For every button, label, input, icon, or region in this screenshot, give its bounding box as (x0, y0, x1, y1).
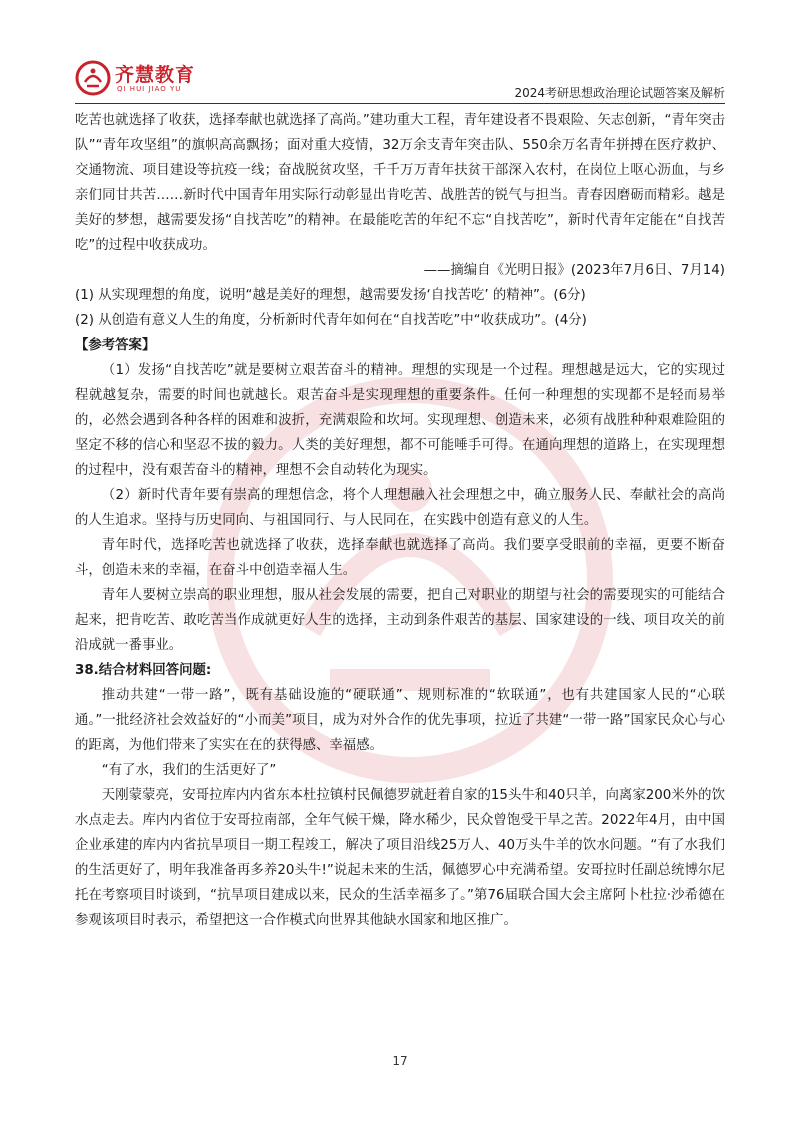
brand-name-pinyin: QI HUI JIAO YU (117, 85, 182, 93)
question-38-subtitle: “有了水，我们的生活更好了” (101, 763, 277, 778)
question-38-heading: 38.结合材料回答问题: (75, 663, 212, 678)
question-2: (2) 从创造有意义人生的角度，分析新时代青年如何在“自找苦吃”中“收获成功”。(4分) (75, 313, 587, 328)
answer-paragraph-4: 青年人要树立崇高的职业理想，服从社会发展的需要，把自己对职业的期望与社会的需要现实的可能结合起来，把肯吃苦、敢吃苦当作成就更好人生的选择，主动到条件艰苦的基层、国家建设的一线、项目攻关的前沿成就一番事业。 (75, 588, 725, 653)
material-paragraph: 吃苦也就选择了收获，选择奉献也就选择了高尚。”建功重大工程，青年建设者不畏艰险、矢志创新，“青年突击队”“青年攻坚组”的旗帜高高飘扬；面对重大疫情，32万余支青年突击队、550余万名青年拼搏在医疗救护、交通物流、项目建设等抗疫一线；奋战脱贫攻坚，千千万万青年扶贫干部深入农村，在岗位上呕心沥血，与乡亲们同甘共苦……新时代中国青年用实际行动彰显出肯吃苦、战胜苦的锐气与担当。青春因磨砺而精彩。越是美好的梦想，越需要发扬“自找苦吃”的精神。在最能吃苦的年纪不忘“自找苦吃”，新时代青年定能在“自找苦吃”的过程中收获成功。 (75, 113, 725, 253)
header-divider (75, 103, 725, 104)
question-1: (1) 从实现理想的角度，说明“越是美好的理想，越需要发扬‘自找苦吃’ 的精神”。(6分) (75, 288, 586, 303)
material-source: ——摘编自《光明日报》(2023年7月6日、7月14) (423, 263, 725, 278)
document-title: 2024考研思想政治理论试题答案及解析 (514, 86, 725, 100)
answer-paragraph-2: （2）新时代青年要有崇高的理想信念，将个人理想融入社会理想之中，确立服务人民、奉献社会的高尚的人生追求。坚持与历史同向、与祖国同行、与人民同在，在实践中创造有意义的人生。 (75, 488, 725, 528)
page-header (75, 58, 725, 104)
question-38-paragraph-1: 推动共建“一带一路”，既有基础设施的“硬联通”、规则标准的“软联通”，也有共建国家人民的“心联通。”一批经济社会效益好的“小而美”项目，成为对外合作的优先事项，拉近了共建“一带一路”国家民众心与心的距离，为他们带来了实实在在的获得感、幸福感。 (75, 688, 725, 753)
brand-name: 齐慧教育 (115, 64, 196, 86)
page-number: 17 (392, 1054, 408, 1068)
answer-heading: 【参考答案】 (75, 338, 156, 353)
question-38-paragraph-2: 天刚蒙蒙亮，安哥拉库内内省东本杜拉镇村民佩德罗就赶着自家的15头牛和40只羊，向离家200米外的饮水点走去。库内内省位于安哥拉南部，全年气候干燥，降水稀少，民众曾饱受干旱之苦。2022年4月，由中国企业承建的库内内省抗旱项目一期工程竣工，解决了项目沿线25万人、40万头牛羊的饮水问题。“有了水我们的生活更好了，明年我准备再多养20头牛!”说起未来的生活，佩德罗心中充满希望。安哥拉时任副总统博尔尼托在考察项目时谈到，“抗旱项目建成以来，民众的生活幸福多了。”第76届联合国大会主席阿卜杜拉·沙希德在参观该项目时表示，希望把这一合作模式向世界其他缺水国家和地区推广。 (75, 788, 725, 928)
answer-paragraph-3: 青年时代，选择吃苦也就选择了收获，选择奉献也就选择了高尚。我们要享受眼前的幸福，更要不断奋斗，创造未来的幸福，在奋斗中创造幸福人生。 (75, 538, 725, 578)
brand-logo-icon (75, 60, 111, 96)
page-content (75, 108, 725, 933)
answer-paragraph-1: （1）发扬“自找苦吃”就是要树立艰苦奋斗的精神。理想的实现是一个过程。理想越是远大，它的实现过程就越复杂，需要的时间也就越长。艰苦奋斗是实现理想的重要条件。任何一种理想的实现都不是轻而易举的，必然会遇到各种各样的困难和波折，充满艰险和坎坷。实现理想、创造未来，必须有战胜种种艰难险阻的坚定不移的信心和坚忍不拔的毅力。人类的美好理想，都不可能唾手可得。在通向理想的道路上，在实现理想的过程中，没有艰苦奋斗的精神，理想不会自动转化为现实。 (75, 363, 725, 478)
